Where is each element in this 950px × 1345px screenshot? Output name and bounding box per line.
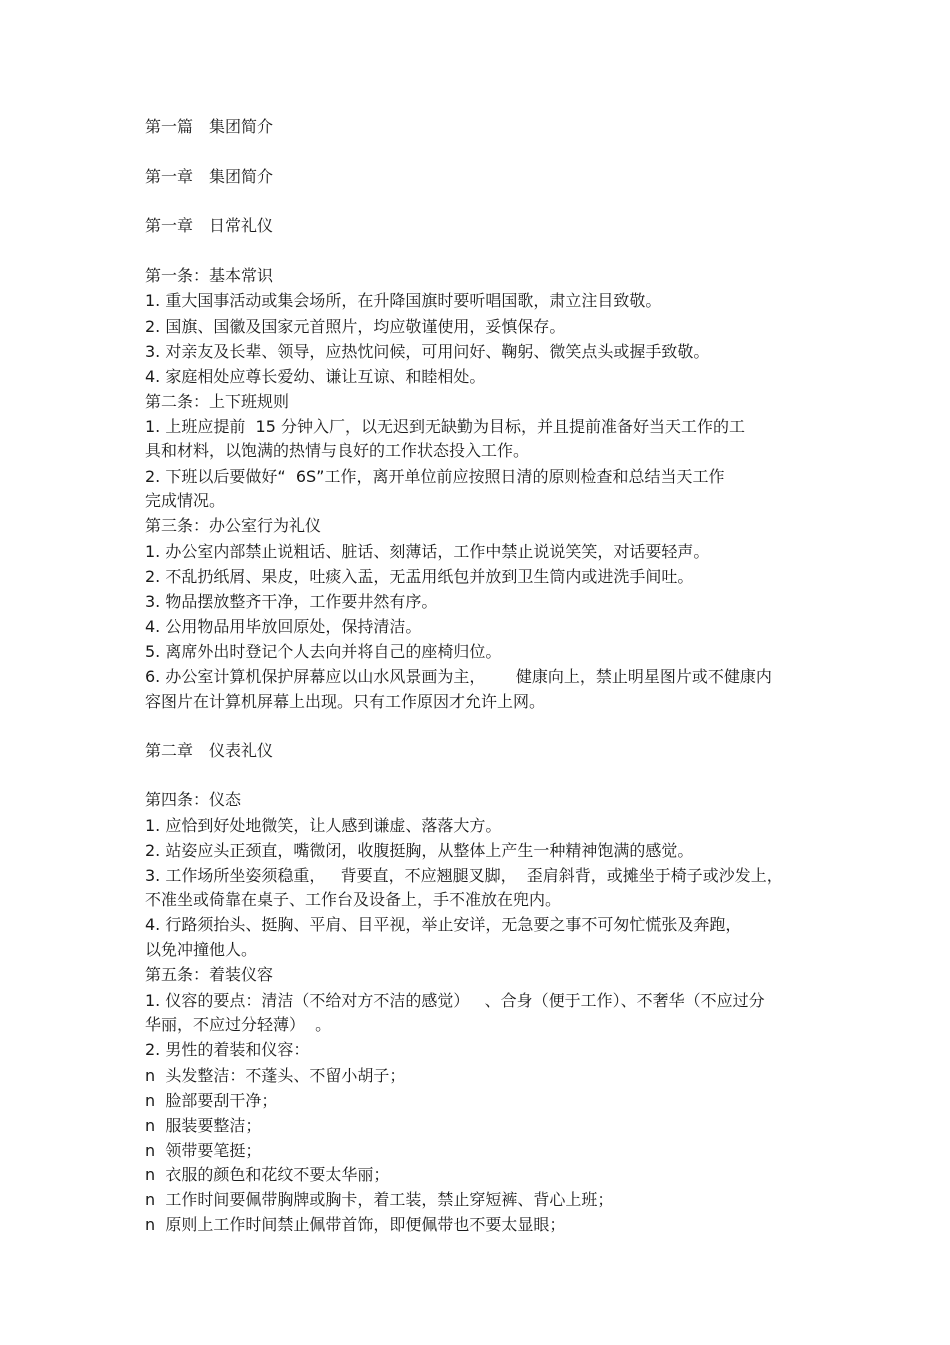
- bullet-item: n 脸部要刮干净；: [145, 1091, 278, 1110]
- text-line: 1. 上班应提前 15 分钟入厂，以无迟到无缺勤为目标，并且提前准备好当天工作的工: [145, 417, 745, 436]
- text-line: 2. 站姿应头正颈直，嘴微闭，收腹挺胸，从整体上产生一种精神饱满的感觉。: [145, 841, 694, 860]
- bullet-item: n 服装要整洁；: [145, 1116, 262, 1135]
- text-line: 容图片在计算机屏幕上出现。只有工作原因才允许上网。: [145, 692, 546, 711]
- part-title: 第一篇 集团简介: [145, 117, 274, 136]
- bullet-item: n 头发整洁：不蓬头、不留小胡子；: [145, 1066, 406, 1085]
- bullet-item: n 工作时间要佩带胸牌或胸卡，着工装，禁止穿短裤、背心上班；: [145, 1190, 614, 1209]
- text-line: 1. 办公室内部禁止说粗话、脏话、刻薄话，工作中禁止说说笑笑，对话要轻声。: [145, 542, 710, 561]
- text-line: 5. 离席外出时登记个人去向并将自己的座椅归位。: [145, 642, 502, 661]
- text-line: 4. 家庭相处应尊长爱幼、谦让互谅、和睦相处。: [145, 367, 486, 386]
- text-line: 2. 不乱扔纸屑、果皮，吐痰入盂，无盂用纸包并放到卫生筒内或进洗手间吐。: [145, 567, 694, 586]
- text-line: 不准坐或倚靠在桌子、工作台及设备上，手不准放在兜内。: [145, 890, 562, 909]
- chapter-title: 第一章 集团简介: [145, 167, 274, 186]
- text-line: 4. 公用物品用毕放回原处，保持清洁。: [145, 617, 422, 636]
- article-heading: 第三条：办公室行为礼仪: [145, 516, 322, 535]
- article-heading: 第二条：上下班规则: [145, 392, 290, 411]
- text-line: 以免冲撞他人。: [145, 940, 258, 959]
- text-line: 3. 工作场所坐姿须稳重， 背要直，不应翘腿叉脚， 歪肩斜背，或摊坐于椅子或沙发上，: [145, 866, 783, 885]
- text-line: 完成情况。: [145, 491, 226, 510]
- bullet-item: n 原则上工作时间禁止佩带首饰，即便佩带也不要太显眼；: [145, 1215, 566, 1234]
- text-line: 1. 重大国事活动或集会场所，在升降国旗时要听唱国歌，肃立注目致敬。: [145, 291, 662, 310]
- bullet-item: n 衣服的颜色和花纹不要太华丽；: [145, 1165, 390, 1184]
- chapter-title: 第二章 仪表礼仪: [145, 741, 274, 760]
- chapter-title: 第一章 日常礼仪: [145, 216, 274, 235]
- text-line: 3. 对亲友及长辈、领导，应热忱问候，可用问好、鞠躬、微笑点头或握手致敬。: [145, 342, 710, 361]
- article-heading: 第五条：着装仪容: [145, 965, 274, 984]
- article-heading: 第一条：基本常识: [145, 266, 274, 285]
- text-line: 2. 男性的着装和仪容：: [145, 1040, 310, 1059]
- text-line: 3. 物品摆放整齐干净，工作要井然有序。: [145, 592, 438, 611]
- article-heading: 第四条：仪态: [145, 790, 242, 809]
- text-line: 6. 办公室计算机保护屏幕应以山水风景画为主， 健康向上，禁止明星图片或不健康内: [145, 667, 772, 686]
- text-line: 1. 应恰到好处地微笑，让人感到谦虚、落落大方。: [145, 816, 502, 835]
- text-line: 1. 仪容的要点：清洁（不给对方不洁的感觉） 、合身（便于工作）、不奢华（不应过分: [145, 991, 765, 1010]
- text-line: 2. 下班以后要做好“ 6S”工作，离开单位前应按照日清的原则检查和总结当天工作: [145, 467, 725, 486]
- text-line: 2. 国旗、国徽及国家元首照片，均应敬谨使用，妥慎保存。: [145, 317, 566, 336]
- text-line: 具和材料，以饱满的热情与良好的工作状态投入工作。: [145, 441, 530, 460]
- text-line: 华丽，不应过分轻薄） 。: [145, 1015, 332, 1034]
- text-line: 4. 行路须抬头、挺胸、平肩、目平视，举止安详，无急要之事不可匆忙慌张及奔跑，: [145, 915, 742, 934]
- bullet-item: n 领带要笔挺；: [145, 1141, 262, 1160]
